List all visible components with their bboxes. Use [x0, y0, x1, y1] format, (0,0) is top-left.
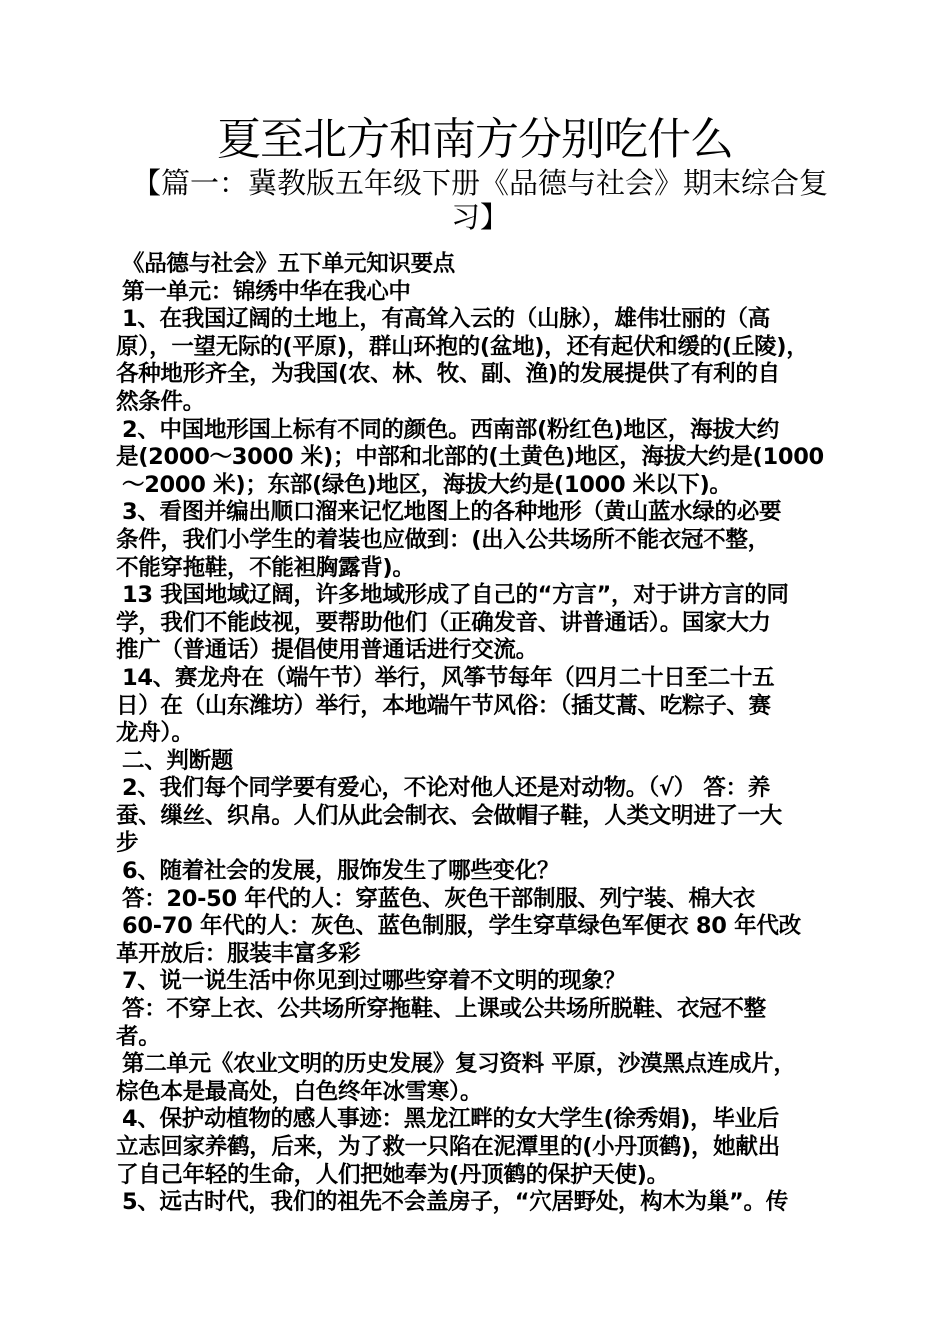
- text-line: 答：20-50 年代的人：穿蓝色、灰色干部制服、列宁装、棉大衣: [122, 885, 755, 912]
- text-line: 2、中国地形国上标有不同的颜色。西南部(粉红色)地区，海拔大约: [122, 416, 779, 443]
- text-line: 5、远古时代，我们的祖先不会盖房子，“穴居野处，构木为巢”。传: [122, 1189, 788, 1216]
- page-subtitle: 【篇一：冀教版五年级下册《品德与社会》期末综合复习】: [131, 166, 828, 234]
- text-line: 革开放后：服装丰富多彩: [116, 940, 361, 967]
- text-line: 然条件。: [116, 388, 205, 415]
- text-line: 答：不穿上衣、公共场所穿拖鞋、上课或公共场所脱鞋、衣冠不整: [122, 996, 766, 1023]
- unit-heading: 第一单元：锦绣中华在我心中: [122, 278, 411, 305]
- section-heading: 《品德与社会》五下单元知识要点: [122, 251, 456, 277]
- text-line: 1、在我国辽阔的土地上，有高耸入云的（山脉），雄伟壮丽的（高: [122, 306, 770, 333]
- text-line: 棕色本是最高处，白色终年冰雪寒）。: [116, 1078, 483, 1105]
- text-line: 13 我国地域辽阔，许多地域形成了自己的“方言”，对于讲方言的同: [122, 582, 789, 609]
- text-line: 了自己年轻的生命，人们把她奉为(丹顶鹤的保护天使)。: [116, 1161, 669, 1188]
- text-line: 者。: [116, 1023, 161, 1050]
- text-line: 条件，我们小学生的着装也应做到：(出入公共场所不能衣冠不整，: [116, 526, 770, 553]
- section-heading: 二、判断题: [122, 747, 234, 774]
- text-line: 60-70 年代的人：灰色、蓝色制服，学生穿草绿色军便衣 80 年代改: [122, 913, 801, 940]
- text-line: 4、保护动植物的感人事迹：黑龙江畔的女大学生(徐秀娟)，毕业后: [122, 1106, 779, 1133]
- text-line: 龙舟）。: [116, 720, 194, 747]
- text-line: ～2000 米)；东部(绿色)地区，海拔大约是(1000 米以下)。: [122, 471, 732, 498]
- text-line: 立志回家养鹤，后来，为了救一只陷在泥潭里的(小丹顶鹤)，她献出: [116, 1134, 780, 1160]
- unit-heading: 第二单元《农业文明的历史发展》复习资料 平原，沙漠黑点连成片，: [122, 1051, 796, 1078]
- text-line: 3、看图并编出顺口溜来记忆地图上的各种地形（黄山蓝水绿的必要: [122, 499, 782, 526]
- text-line: 6、随着社会的发展，服饰发生了哪些变化？: [122, 858, 560, 885]
- text-line: 蚕、缫丝、织帛。人们从此会制衣、会做帽子鞋，人类文明进了一大: [116, 802, 783, 829]
- text-line: 日）在（山东潍坊）举行，本地端午节风俗：（插艾蒿、吃粽子、赛: [116, 692, 771, 719]
- text-line: 学，我们不能歧视，要帮助他们（正确发音、讲普通话）。国家大力: [116, 609, 771, 636]
- text-line: 原），一望无际的(平原)，群山环抱的(盆地)，还有起伏和缓的(丘陵)，: [116, 333, 809, 360]
- text-line: 是(2000～3000 米)；中部和北部的(土黄色)地区，海拔大约是(1000: [116, 444, 824, 471]
- text-line: 14、赛龙舟在（端午节）举行，风筝节每年（四月二十日至二十五: [122, 664, 775, 691]
- page-title: 夏至北方和南方分别吃什么: [217, 114, 733, 165]
- text-line: 各种地形齐全，为我国(农、林、牧、副、渔)的发展提供了有利的自: [116, 361, 780, 388]
- text-line: 步: [116, 830, 139, 857]
- document-body: [116, 251, 842, 1217]
- text-line: 2、我们每个同学要有爱心，不论对他人还是对动物。（√） 答：养: [122, 775, 770, 802]
- text-line: 7、说一说生活中你见到过哪些穿着不文明的现象？: [122, 968, 626, 995]
- text-line: 不能穿拖鞋，不能袒胸露背)。: [116, 554, 415, 581]
- text-line: 推广（普通话）提倡使用普通话进行交流。: [116, 637, 538, 664]
